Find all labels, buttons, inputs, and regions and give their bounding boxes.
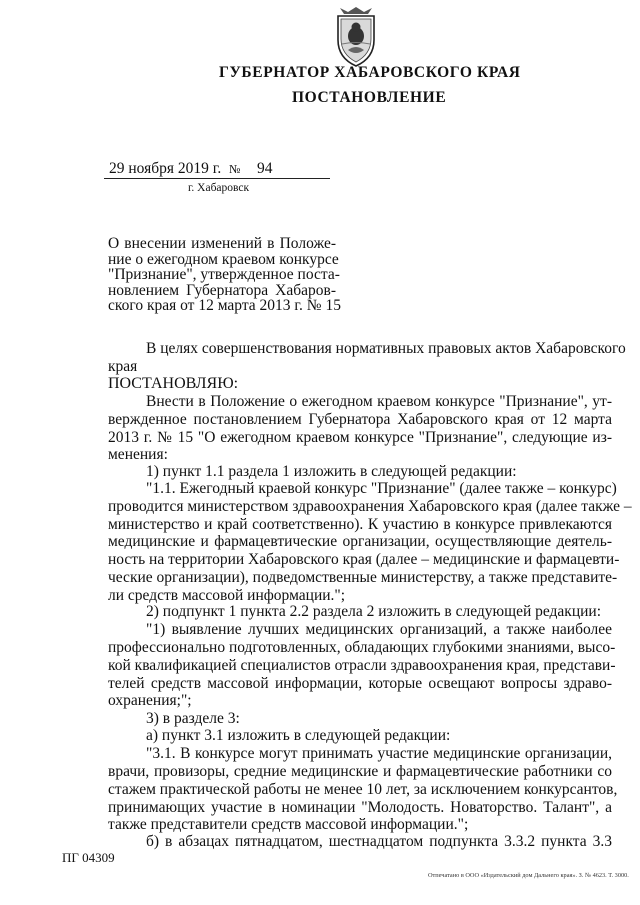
body-line: проводится министерством здравоохранения Хабаровского края (далее также – — [108, 498, 632, 515]
coat-of-arms-emblem — [330, 6, 382, 68]
date-underline — [104, 178, 330, 179]
form-code: ПГ 04309 — [62, 850, 115, 865]
subject-line: ние о ежегодном краевом конкурсе — [108, 250, 339, 268]
body-line: врачи, провизоры, средние медицинские и фармацевтические работники со — [108, 763, 612, 780]
body-line: принимающих участие в номинации "Молодость. Новаторство. Талант", а — [108, 799, 612, 816]
body-line: профессионально подготовленных, обладающих глубокими знаниями, высо- — [108, 639, 616, 656]
body-line: 2) подпункт 1 пункта 2.2 раздела 2 изложить в следующей редакции: — [146, 603, 602, 620]
body-line: менения: — [108, 446, 168, 463]
subject-block — [108, 235, 341, 315]
document-number: 94 — [257, 160, 273, 177]
subject-line: О внесении изменений в Положе- — [108, 235, 336, 252]
body-line: б) в абзацах пятнадцатом, шестнадцатом подпункта 3.3.2 пункта 3.3 — [146, 833, 612, 850]
authority-title: ГУБЕРНАТОР ХАБАРОВСКОГО КРАЯ — [219, 64, 521, 81]
body-line: ПОСТАНОВЛЯЮ: — [108, 375, 239, 392]
subject-line: ского края от 12 марта 2013 г. № 15 — [108, 297, 341, 315]
body-line: "1.1. Ежегодный краевой конкурс "Признание" (далее также – конкурс) — [146, 480, 617, 497]
body-line: ность на территории Хабаровского края (далее – медицинские и фармацевти- — [108, 551, 620, 568]
subject-line: "Признание", утвержденное поста- — [108, 266, 340, 284]
document-city: г. Хабаровск — [188, 182, 250, 194]
body-line: ли средств массовой информации."; — [108, 587, 346, 604]
number-sign: № — [229, 162, 241, 176]
subject-line: новлением Губернатора Хабаров- — [108, 281, 336, 299]
body-line: телей средств массовой информации, которые освещают вопросы здраво- — [108, 675, 612, 692]
document-type: ПОСТАНОВЛЕНИЕ — [292, 89, 447, 106]
printer-note: Отпечатано в ООО «Издательский дом Дальнего края». З. № 4623. Т. 3000. — [428, 872, 629, 879]
body-line: 2013 г. № 15 "О ежегодном краевом конкурсе "Признание", следующие из- — [108, 429, 612, 446]
document-date: 29 ноября 2019 г. — [109, 160, 222, 177]
body-line: медицинские и фармацевтические организации, осуществляющие деятель- — [108, 533, 612, 550]
body-line: стажем практической работы не менее 10 лет, за исключением конкурсантов, — [108, 781, 618, 798]
body-line: "1) выявление лучших медицинских организаций, а также наиболее — [146, 621, 612, 638]
body-line: а) пункт 3.1 изложить в следующей редакции: — [146, 727, 451, 744]
body-line: кой квалификацией специалистов отрасли здравоохранения края, представи- — [108, 657, 616, 674]
body-line: ческие организации), подведомственные министерству, а также представите- — [108, 569, 618, 586]
body-line: "3.1. В конкурсе могут принимать участие медицинские организации, — [146, 745, 612, 762]
body-line: края — [108, 358, 138, 375]
body-line: министерство и край соответственно). К участию в конкурсе привлекаются — [108, 516, 612, 533]
body-line: вержденное постановлением Губернатора Хабаровского края от 12 марта — [108, 411, 612, 428]
body-line: охранения;"; — [108, 692, 192, 709]
body-line: также представители средств массовой информации."; — [108, 816, 469, 833]
body-line: Внести в Положение о ежегодном краевом конкурсе "Признание", ут- — [146, 393, 612, 410]
body-line: 1) пункт 1.1 раздела 1 изложить в следующей редакции: — [146, 463, 517, 480]
body-line: 3) в разделе 3: — [146, 710, 240, 727]
body-line: В целях совершенствования нормативных правовых актов Хабаровского — [146, 340, 626, 357]
